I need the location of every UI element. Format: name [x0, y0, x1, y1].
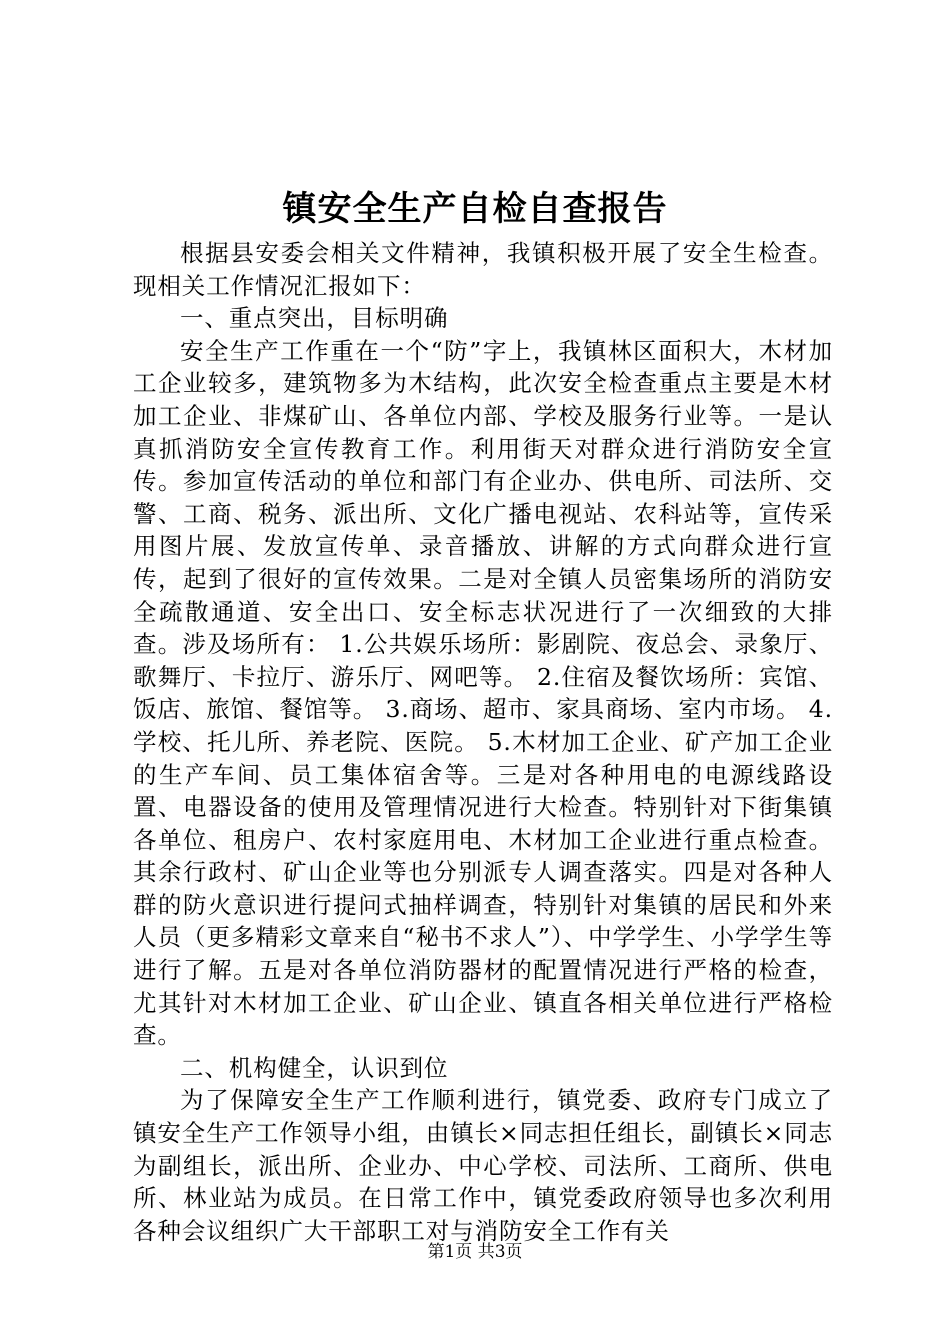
document-body [133, 237, 833, 1247]
page-number-footer: 第1页 共3页 [427, 1242, 523, 1262]
paragraph-section-1: 安全生产工作重在一个“防”字上，我镇林区面积大，木材加工企业较多，建筑物多为木结构，此次安全检查重点主要是木材加工企业、非煤矿山、各单位内部、学校及服务行业等。一是认真抓消防安全宣传教育工作。利用街天对群众进行消防安全宣传。参加宣传活动的单位和部门有企业办、供电所、司法所、交警、工商、税务、派出所、文化广播电视站、农科站等，宣传采用图片展、发放宣传单、录音播放、讲解的方式向群众进行宣传，起到了很好的宣传效果。二是对全镇人员密集场所的消防安全疏散通道、安全出口、安全标志状况进行了一次细致的大排查。涉及场所有： 1.公共娱乐场所：影剧院、夜总会、录象厅、歌舞厅、卡拉厅、游乐厅、网吧等。 2.住宿及餐饮场所：宾馆、饭店、旅馆、餐馆等。 3.商场、超市、家具商场、室内市场。 4.学校、托儿所、养老院、医院。 5.木材加工企业、矿产加工企业的生产车间、员工集体宿舍等。三是对各种用电的电源线路设置、电器设备的使用及管理情况进行大检查。特别针对下街集镇各单位、租房户、农村家庭用电、木材加工企业进行重点检查。其余行政村、矿山企业等也分别派专人调查落实。四是对各种人群的防火意识进行提问式抽样调查，特别针对集镇的居民和外来人员（更多精彩文章来自“秘书不求人”）、中学学生、小学学生等进行了解。五是对各单位消防器材的配置情况进行严格的检查，尤其针对木材加工企业、矿山企业、镇直各相关单位进行严格检查。 [133, 336, 833, 1050]
document-title: 镇安全生产自检自查报告 [282, 189, 668, 229]
section-heading-2: 二、机构健全，认识到位 [180, 1053, 449, 1082]
paragraph-section-2: 为了保障安全生产工作顺利进行，镇党委、政府专门成立了镇安全生产工作领导小组，由镇长×同志担任组长，副镇长×同志为副组长，派出所、企业办、中心学校、司法所、工商所、供电所、林业站为成员。在日常工作中，镇党委政府领导也多次利用各种会议组织广大干部职工对与消防安全工作有关 [133, 1086, 833, 1245]
section-heading-1: 一、重点突出，目标明确 [180, 304, 449, 333]
paragraph-intro: 根据县安委会相关文件精神，我镇积极开展了安全生检查。现相关工作情况汇报如下： [133, 239, 833, 300]
